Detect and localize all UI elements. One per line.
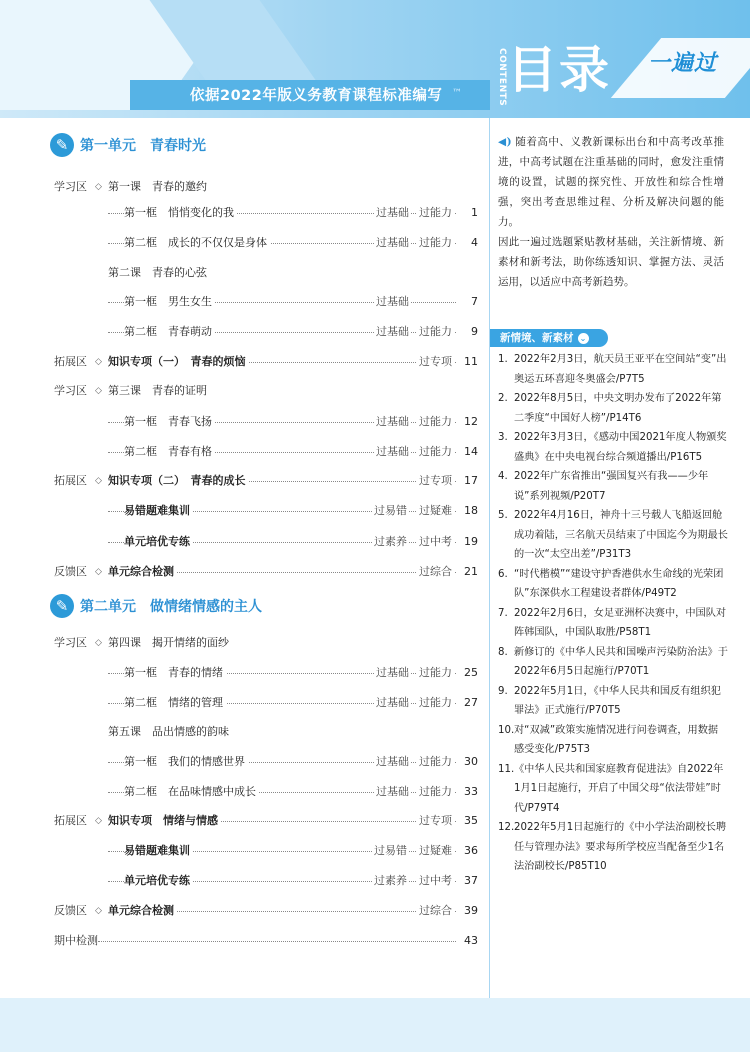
- page-number: 18: [460, 502, 478, 520]
- page-number: 36: [460, 842, 478, 860]
- page-number: 30: [460, 753, 478, 771]
- header-banner: [0, 0, 750, 118]
- diamond-icon: ◇: [95, 816, 102, 826]
- practice-tag: 过能力: [417, 204, 454, 222]
- news-number: 6.: [498, 568, 508, 580]
- page-number: 35: [460, 812, 478, 830]
- toc-title: 第二框 青春有格: [124, 443, 215, 461]
- practice-tag: 过中考: [417, 872, 454, 890]
- news-text: 2022年2月3日，航天员王亚平在空间站“变”出奥运五环喜迎冬奥盛会/P7T5: [514, 354, 727, 385]
- pen-icon: ✎: [50, 594, 74, 618]
- toc-title: 第一课 青春的邀约: [108, 178, 210, 196]
- column-divider: [489, 118, 490, 998]
- zone-label: 拓展区: [54, 814, 87, 827]
- toc-row[interactable]: [54, 264, 478, 282]
- news-item: [498, 760, 728, 819]
- practice-tag: 过综合: [417, 902, 454, 920]
- toc-row[interactable]: [54, 723, 478, 741]
- practice-tag: 过易错: [372, 842, 409, 860]
- practice-tag: 过基础: [374, 783, 411, 801]
- toc-title: 第二课 青春的心弦: [108, 264, 210, 282]
- toc-title: 第一框 男生女生: [124, 293, 215, 311]
- news-list: [498, 350, 728, 877]
- diamond-icon: ◇: [95, 476, 102, 486]
- zone-label: 学习区: [54, 180, 87, 193]
- news-item: [498, 350, 728, 389]
- unit-title: 第二单元 做情绪情感的主人: [80, 599, 262, 615]
- news-item: [498, 682, 728, 721]
- toc-row[interactable]: [54, 533, 478, 551]
- news-item: [498, 721, 728, 760]
- toc-title: 第一框 青春飞扬: [124, 413, 215, 431]
- intro-paragraph: 因此一遍过选题紧贴教材基础，关注新情境、新素材和新考法，助你练透知识、掌握方法、灵活运用，以适应中高考新趋势。: [498, 236, 724, 288]
- toc-row[interactable]: [54, 502, 478, 520]
- toc-row[interactable]: [54, 694, 478, 712]
- toc-title: 知识专项（一） 青春的烦恼: [108, 353, 249, 371]
- toc-title: 第一框 青春的情绪: [124, 664, 226, 682]
- toc-row[interactable]: [54, 664, 478, 682]
- page-number: 27: [460, 694, 478, 712]
- diamond-icon: ◇: [95, 357, 102, 367]
- toc-row[interactable]: [54, 413, 478, 431]
- toc-title: 第一框 我们的情感世界: [124, 753, 248, 771]
- news-item: [498, 506, 728, 565]
- news-item: [498, 643, 728, 682]
- practice-tag: 过基础: [374, 753, 411, 771]
- practice-tag: 过基础: [374, 323, 411, 341]
- toc-row[interactable]: [54, 293, 478, 311]
- unit-heading: [50, 133, 206, 157]
- pen-icon: ✎: [50, 133, 74, 157]
- brand-logo: [620, 0, 750, 110]
- intro-text: [498, 132, 724, 292]
- page-number: 39: [460, 902, 478, 920]
- toc-row[interactable]: [54, 472, 478, 490]
- news-text: “时代楷模”“建设守护香港供水生命线的光荣团队”东深供水工程建设者群体/P49T2: [514, 568, 724, 599]
- toc-title: 知识专项 情绪与情感: [108, 812, 221, 830]
- practice-tag: 过能力: [417, 664, 454, 682]
- page-number: 7: [460, 293, 478, 311]
- practice-tag: 过综合: [417, 563, 454, 581]
- news-text: 新修订的《中华人民共和国噪声污染防治法》于2022年6月5日起施行/P70T1: [514, 646, 728, 677]
- page-number: 1: [460, 204, 478, 222]
- page-number: 43: [460, 932, 478, 950]
- diamond-icon: ◇: [95, 182, 102, 192]
- news-item: [498, 467, 728, 506]
- page-title: 目录: [507, 41, 611, 99]
- toc-title: 第二框 成长的不仅仅是身体: [124, 234, 270, 252]
- zone-label: 学习区: [54, 384, 87, 397]
- page-number: 4: [460, 234, 478, 252]
- toc-title: 易错题难集训: [124, 502, 193, 520]
- unit-title: 第一单元 青春时光: [80, 138, 206, 154]
- page-number: 11: [460, 353, 478, 371]
- toc-title: 第二框 在品味情感中成长: [124, 783, 259, 801]
- practice-tag: 过素养: [372, 533, 409, 551]
- toc-row[interactable]: [54, 323, 478, 341]
- toc-title: 知识专项（二） 青春的成长: [108, 472, 249, 490]
- diamond-icon: ◇: [95, 567, 102, 577]
- page-number: 17: [460, 472, 478, 490]
- practice-tag: 过素养: [372, 872, 409, 890]
- page-number: 37: [460, 872, 478, 890]
- zone-label: 拓展区: [54, 355, 87, 368]
- contents-label: CONTENTS: [497, 48, 507, 107]
- page-number: 21: [460, 563, 478, 581]
- toc-row[interactable]: [54, 563, 478, 581]
- news-text: 2022年4月16日，神舟十三号载人飞船返回舱成功着陆，三名航天员结束了中国迄今为期最长的一次“太空出差”/P31T3: [514, 510, 728, 560]
- news-item: [498, 428, 728, 467]
- news-number: 1.: [498, 354, 508, 365]
- news-text: 2022年8月5日，中央文明办发布了2022年第二季度“中国好人榜”/P14T6: [514, 393, 722, 424]
- news-text: 《中华人民共和国家庭教育促进法》自2022年1月1日起施行，开启了中国父母“依法带娃”时代/P79T4: [514, 763, 724, 814]
- page-number: 33: [460, 783, 478, 801]
- header-subtitle: 依据2022年版义务教育课程标准编写: [190, 88, 443, 104]
- toc-title: 单元培优专练: [124, 533, 193, 551]
- practice-tag: 过易错: [372, 502, 409, 520]
- new-material-header: [490, 329, 608, 347]
- zone-label: 学习区: [54, 636, 87, 649]
- news-number: 3.: [498, 432, 508, 443]
- news-number: 7.: [498, 607, 508, 619]
- zone-label: 反馈区: [54, 904, 87, 917]
- news-number: 2.: [498, 393, 508, 404]
- practice-tag: 过疑难: [417, 842, 454, 860]
- practice-tag: 过基础: [374, 413, 411, 431]
- page-number: 9: [460, 323, 478, 341]
- toc-title: 单元培优专练: [124, 872, 193, 890]
- practice-tag: 过能力: [417, 413, 454, 431]
- news-number: 12.: [498, 822, 515, 833]
- toc-row[interactable]: [54, 753, 478, 771]
- practice-tag: 过专项: [417, 472, 454, 490]
- toc-row[interactable]: [54, 178, 478, 196]
- practice-tag: 过专项: [417, 353, 454, 371]
- practice-tag: 过中考: [417, 533, 454, 551]
- practice-tag: 过疑难: [417, 502, 454, 520]
- toc-title: 易错题难集训: [124, 842, 193, 860]
- speaker-icon: ◀): [498, 136, 512, 148]
- toc-row[interactable]: [54, 872, 478, 890]
- practice-tag: 过基础: [374, 664, 411, 682]
- news-text: 2022年5月1日，《中华人民共和国反有组织犯罪法》正式施行/P70T5: [514, 685, 721, 716]
- toc-title: 单元综合检测: [108, 563, 177, 581]
- toc-row[interactable]: [54, 234, 478, 252]
- intro-paragraph: 随着高中、义教新课标出台和中高考改革推进，中高考试题在注重基础的同时，愈发注重情境的设置，试题的探究性、开放性和综合性增强，突出考查思维过程、分析及解决问题的能力。: [498, 136, 725, 228]
- page-number: 12: [460, 413, 478, 431]
- page-number: 14: [460, 443, 478, 461]
- toc-row[interactable]: [54, 382, 478, 400]
- practice-tag: 过能力: [417, 694, 454, 712]
- news-item: [498, 389, 728, 428]
- practice-tag: 过基础: [374, 204, 411, 222]
- toc-row[interactable]: [54, 443, 478, 461]
- practice-tag: 过能力: [417, 234, 454, 252]
- practice-tag: 过基础: [374, 443, 411, 461]
- toc-row[interactable]: [54, 932, 478, 950]
- practice-tag: 过基础: [374, 234, 411, 252]
- practice-tag: 过能力: [417, 443, 454, 461]
- news-number: 8.: [498, 646, 508, 658]
- trademark-mark: ™: [452, 88, 462, 99]
- practice-tag: 过专项: [417, 812, 454, 830]
- practice-tag: 过基础: [374, 694, 411, 712]
- toc-row[interactable]: [54, 783, 478, 801]
- zone-label: 期中检测: [54, 934, 98, 947]
- toc-title: 单元综合检测: [108, 902, 177, 920]
- practice-tag: 过能力: [417, 323, 454, 341]
- page-number: 25: [460, 664, 478, 682]
- toc-row[interactable]: [54, 812, 478, 830]
- toc-row[interactable]: [54, 353, 478, 371]
- page-number: 19: [460, 533, 478, 551]
- diamond-icon: ◇: [95, 906, 102, 916]
- news-number: 9.: [498, 685, 508, 697]
- toc-row[interactable]: [54, 842, 478, 860]
- diamond-icon: ◇: [95, 386, 102, 396]
- chevron-down-icon: ⌄: [578, 333, 589, 344]
- practice-tag: 过能力: [417, 783, 454, 801]
- news-number: 5.: [498, 510, 508, 521]
- news-number: 10.: [498, 724, 515, 736]
- logo-text: 一遍过: [648, 51, 718, 76]
- toc-row[interactable]: [54, 634, 478, 652]
- news-item: [498, 565, 728, 604]
- zone-label: 反馈区: [54, 565, 87, 578]
- toc-row[interactable]: [54, 902, 478, 920]
- toc-title: 第一框 悄悄变化的我: [124, 204, 237, 222]
- news-number: 4.: [498, 471, 508, 482]
- toc-row[interactable]: [54, 204, 478, 222]
- practice-tag: 过能力: [417, 753, 454, 771]
- new-material-label: 新情境、新素材: [500, 332, 574, 344]
- toc-title: 第四课 揭开情绪的面纱: [108, 634, 232, 652]
- toc-title: 第二框 情绪的管理: [124, 694, 226, 712]
- toc-title: 第三课 青春的证明: [108, 382, 210, 400]
- news-text: 对“双减”政策实施情况进行问卷调查，用数据感受变化/P75T3: [514, 724, 719, 755]
- toc-title: 第五课 品出情感的韵味: [108, 723, 232, 741]
- toc-title: 第二框 青春萌动: [124, 323, 215, 341]
- news-number: 11.: [498, 763, 515, 775]
- footer-band: [0, 998, 750, 1052]
- leader-dots: [98, 941, 456, 942]
- zone-label: 拓展区: [54, 474, 87, 487]
- news-text: 2022年2月6日，女足亚洲杯决赛中，中国队对阵韩国队，中国队取胜/P58T1: [514, 607, 727, 638]
- practice-tag: 过基础: [374, 293, 411, 311]
- news-item: [498, 604, 728, 643]
- news-text: 2022年3月3日，《感动中国2021年度人物颁奖盛典》在中央电视台综合频道播出/P16T5: [514, 432, 727, 463]
- news-item: [498, 818, 728, 877]
- news-text: 2022年5月1日起施行的《中小学法治副校长聘任与管理办法》要求每所学校应当配备至少1名法治副校长/P85T10: [514, 822, 727, 872]
- unit-heading: [50, 594, 262, 618]
- news-text: 2022年广东省推出“强国复兴有我——少年说”系列视频/P20T7: [514, 471, 709, 502]
- diamond-icon: ◇: [95, 638, 102, 648]
